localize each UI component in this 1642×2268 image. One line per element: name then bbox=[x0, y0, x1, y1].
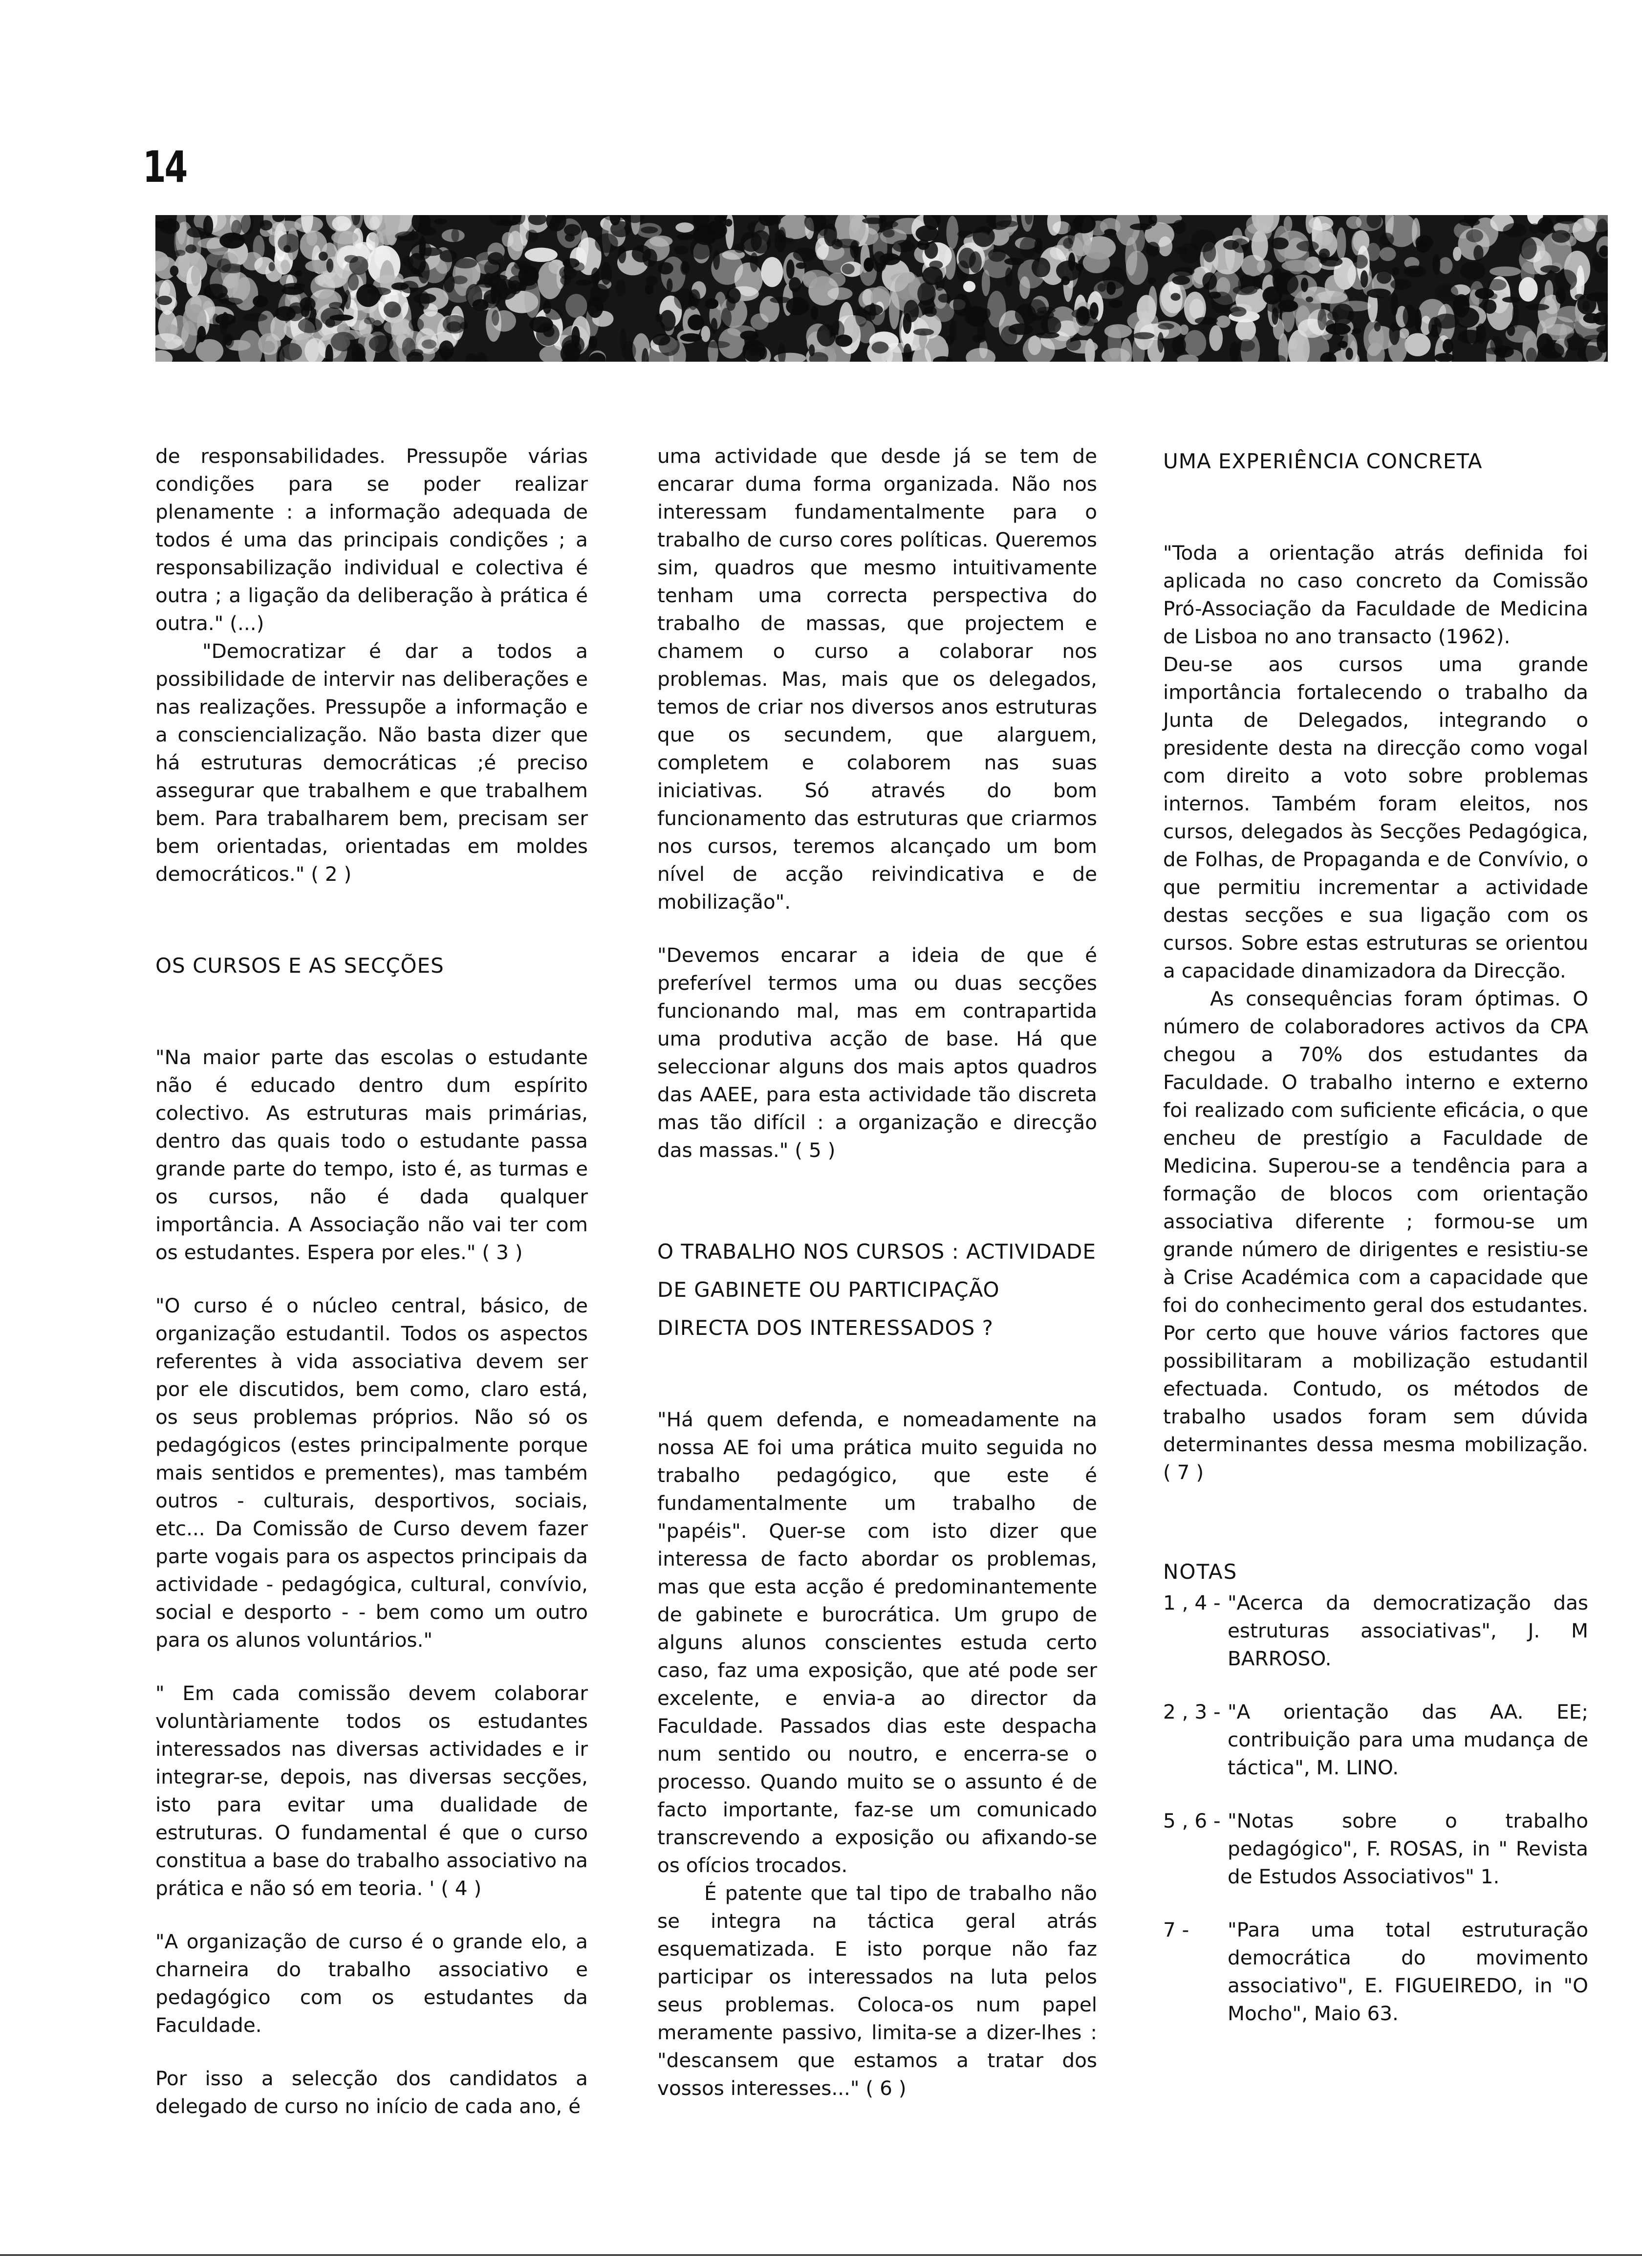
note-text: "Notas sobre o trabalho pedagógico", F. ROSAS, in " Revista de Estudos Associativos" 1. bbox=[1228, 1809, 1588, 1888]
section-heading-trabalho: O TRABALHO NOS CURSOS : ACTIVIDADE DE GABINETE OU PARTICIPAÇÃO DIRECTA DOS INTERESSADOS ? bbox=[657, 1240, 1096, 1340]
column-1-paragraph-4: "O curso é o núcleo central, básico, de organização estudantil. Todos os aspectos referentes à vida associativa devem ser por ele discutidos, bem como, claro está, os seus problemas próprios. Não só os pedagógicos (estes principalmente porque mais sentidos e prementes), mas também outros - culturais, desportivos, sociais, etc... Da Comissão de Curso devem fazer parte vogais para os aspectos principais da actividade - pedagógica, cultural, convívio, social e desporto - - bem como um outro para os alunos voluntários." bbox=[155, 1294, 588, 1652]
bottom-rule bbox=[0, 2254, 1642, 2256]
column-1-paragraph-5: " Em cada comissão devem colaborar voluntàriamente todos os estudantes interessados nas diversas actividades e ir integrar-se, depois, nas diversas secções, isto para evitar uma dualidade de estruturas. O fundamental é que o curso constitua a base do trabalho associativo na prática e não só em teoria. ' ( 4 ) bbox=[155, 1681, 588, 1900]
note-number: 5 , 6 - bbox=[1163, 1809, 1221, 1832]
column-1-paragraph-2: "Democratizar é dar a todos a possibilidade de intervir nas deliberações e nas realizações. Pressupõe a informação e a consciencialização. Não basta dizer que há estruturas democráticas ;é preciso assegurar que trabalhem e que trabalhem bem. Para trabalharem bem, precisam ser bem orientadas, orientadas em moldes democráticos." ( 2 ) bbox=[155, 639, 588, 886]
column-1-paragraph-6: "A organização de curso é o grande elo, a charneira do trabalho associativo e pedagógico com os estudantes da Faculdade. bbox=[155, 1930, 588, 2037]
column-3-paragraph-3: As consequências foram óptimas. O número de colaboradores activos da CPA chegou a 70% dos estudantes da Faculdade. O trabalho interno e externo foi realizado com suficiente eficácia, o que encheu de prestígio a Faculdade de Medicina. Superou-se a tendência para a formação de blocos com orientação associativa diferente ; formou-se um grande número de dirigentes e resistiu-se à Crise Académica com a capacidade que foi do conhecimento geral dos estudantes. Por certo que houve vários factores que possibilitaram a mobilização estudantil efectuada. Contudo, os métodos de trabalho usados foram sem dúvida determinantes dessa mesma mobilização. ( 7 ) bbox=[1163, 987, 1588, 1484]
column-2-paragraph-1: uma actividade que desde já se tem de encarar duma forma organizada. Não nos interessam fundamentalmente para o trabalho de curso cores políticas. Queremos sim, quadros que mesmo intuitivamente tenham uma correcta perspectiva do trabalho de massas, que projectem e chamem o curso a colaborar nos problemas. Mas, mais que os delegados, temos de criar nos diversos anos estruturas que os secundem, que alarguem, completem e colaborem nas suas iniciativas. Só através do bom funcionamento das estruturas que criarmos nos cursos, teremos alcançado um bom nível de acção reivindicativa e de mobilização". bbox=[657, 444, 1097, 914]
note-text: "Para uma total estruturação democrática do movimento associativo", E. FIGUEIREDO, in "O Mocho", Maio 63. bbox=[1228, 1918, 1588, 2025]
notes-title: NOTAS bbox=[1163, 1560, 1238, 1584]
page-number: 14 bbox=[143, 142, 187, 192]
note-item bbox=[1163, 1589, 1588, 1673]
column-2-paragraph-3: "Há quem defenda, e nomeadamente na nossa AE foi uma prática muito seguida no trabalho pedagógico, que este é fundamentalmente um trabalho de "papéis". Quer-se com isto dizer que interessa de facto abordar os problemas, mas que esta acção é predominantemente de gabinete e burocrática. Um grupo de alguns alunos conscientes estuda certo caso, faz uma exposição, que até pode ser excelente, e envia-a ao director da Faculdade. Passados dias este despacha num sentido ou noutro, e encerra-se o processo. Quando muito se o assunto é de facto importante, faz-se um comunicado transcrevendo a exposição ou afixando-se os ofícios trocados. bbox=[657, 1408, 1097, 1877]
note-number: 1 , 4 - bbox=[1163, 1591, 1221, 1614]
column-3-paragraph-1: "Toda a orientação atrás definida foi aplicada no caso concreto da Comissão Pró-Associação da Faculdade de Medicina de Lisboa no ano transacto (1962). bbox=[1163, 541, 1588, 648]
column-2-paragraph-2: "Devemos encarar a ideia de que é preferível termos uma ou duas secções funcionando mal, mas em contrapartida uma produtiva acção de base. Há que seleccionar alguns dos mais aptos quadros das AAEE, para esta actividade tão discreta mas tão difícil : a organização e direcção das massas." ( 5 ) bbox=[657, 943, 1097, 1162]
note-number: 7 - bbox=[1163, 1918, 1189, 1941]
note-number: 2 , 3 - bbox=[1163, 1700, 1221, 1723]
column-2 bbox=[657, 442, 1097, 2102]
note-item bbox=[1163, 1698, 1588, 1782]
column-3 bbox=[1163, 442, 1588, 2028]
crowd-photo bbox=[155, 215, 1608, 362]
note-text: "A orientação das AA. EE; contribuição para uma mudança de táctica", M. LINO. bbox=[1228, 1700, 1588, 1779]
note-item bbox=[1163, 1807, 1588, 1891]
column-2-paragraph-4: É patente que tal tipo de trabalho não se integra na táctica geral atrás esquematizada. E isto porque não faz participar os interessados na luta pelos seus problemas. Coloca-os num papel meramente passivo, limita-se a dizer-lhes : "descansem que estamos a tratar dos vossos interesses..." ( 6 ) bbox=[657, 1881, 1097, 2100]
column-1-paragraph-1: de responsabilidades. Pressupõe várias condições para se poder realizar plenamente : a informação adequada de todos é uma das principais condições ; a responsabilização individual e colectiva é outra ; a ligação da deliberação à prática é outra." (...) bbox=[155, 444, 588, 635]
crowd-photo-image bbox=[155, 215, 1608, 362]
column-1-paragraph-7: Por isso a selecção dos candidatos a delegado de curso no início de cada ano, é bbox=[155, 2067, 588, 2118]
section-heading-experiencia: UMA EXPERIÊNCIA CONCRETA bbox=[1163, 449, 1483, 473]
column-3-paragraph-2: Deu-se aos cursos uma grande importância fortalecendo o trabalho da Junta de Delegados, integrando o presidente desta na direcção como vogal com direito a voto sobre problemas internos. Também foram eleitos, nos cursos, delegados às Secções Pedagógica, de Folhas, de Propaganda e de Convívio, o que permitiu incrementar a actividade destas secções e sua ligação com os cursos. Sobre estas estruturas se orientou a capacidade dinamizadora da Direcção. bbox=[1163, 653, 1588, 982]
column-1 bbox=[155, 442, 588, 2120]
column-1-paragraph-3: "Na maior parte das escolas o estudante não é educado dentro dum espírito colectivo. As estruturas mais primárias, dentro das quais todo o estudante passa grande parte do tempo, isto é, as turmas e os cursos, não é dada qualquer importância. A Associação não vai ter com os estudantes. Espera por eles." ( 3 ) bbox=[155, 1046, 588, 1264]
notes-list bbox=[1163, 1589, 1588, 2028]
note-item bbox=[1163, 1916, 1588, 2028]
section-heading-cursos: OS CURSOS E AS SECÇÕES bbox=[155, 954, 444, 978]
note-text: "Acerca da democratização das estruturas associativas", J. M BARROSO. bbox=[1228, 1591, 1588, 1670]
